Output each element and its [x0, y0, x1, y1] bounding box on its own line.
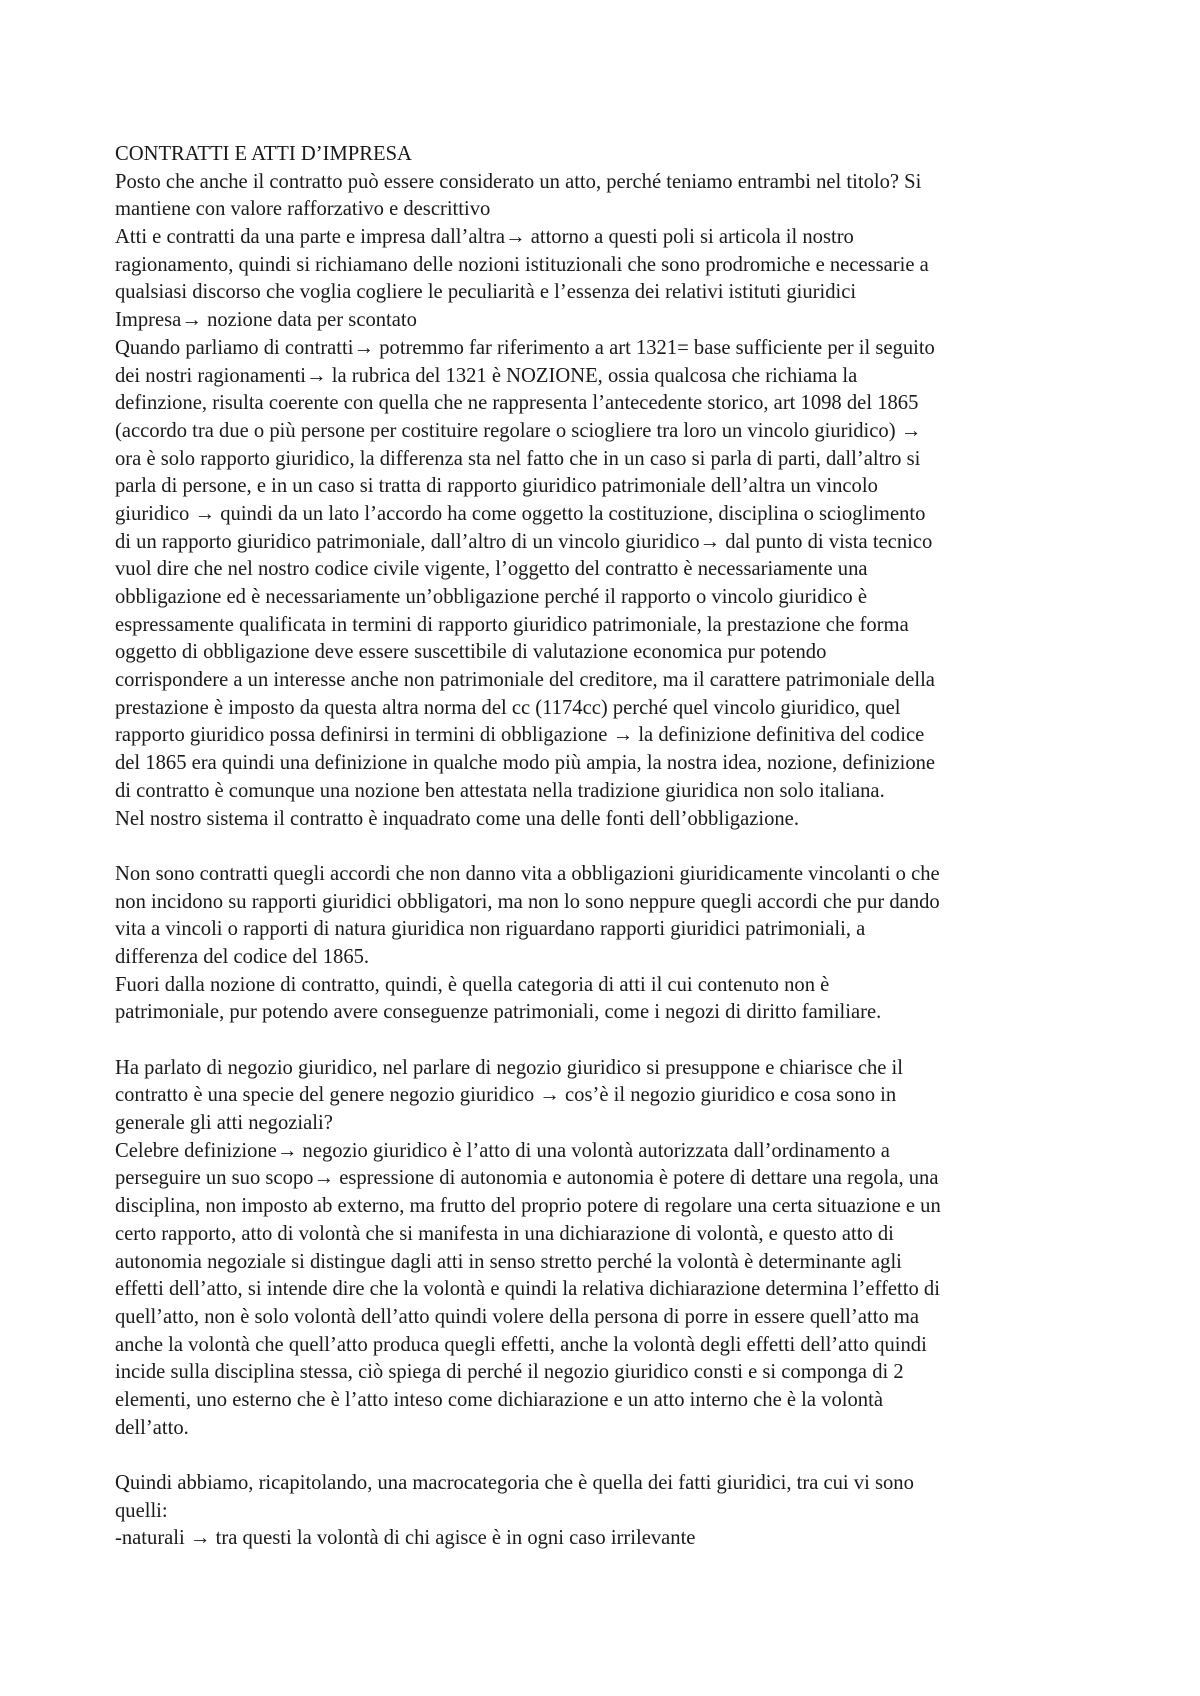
paragraph: [115, 1470, 1095, 1525]
text-line: incide sulla disciplina stessa, ciò spiega di perché il negozio giuridico consti e si componga di 2: [115, 1361, 904, 1384]
text-line: vuol dire che nel nostro codice civile vigente, l’oggetto del contratto è necessariamente una: [115, 558, 868, 581]
text-line: autonomia negoziale si distingue dagli atti in senso stretto perché la volontà è determinante agli: [115, 1250, 902, 1273]
text-line: Celebre definizione→ negozio giuridico è l’atto di una volontà autorizzata dall’ordinamento a: [115, 1139, 890, 1162]
text-line: definzione, risulta coerente con quella che ne rappresenta l’antecedente storico, art 1098 del 1865: [115, 392, 919, 415]
text-line: dell’atto.: [115, 1416, 189, 1439]
text-line: differenza del codice del 1865.: [115, 945, 370, 968]
text-line: (accordo tra due o più persone per costituire regolare o sciogliere tra loro un vincolo giuridico) →: [115, 419, 922, 442]
text-line: parla di persone, e in un caso si tratta di rapporto giuridico patrimoniale dell’altra un vincolo: [115, 475, 878, 498]
text-line: espressamente qualificata in termini di rapporto giuridico patrimoniale, la prestazione che forma: [115, 613, 909, 636]
text-line: disciplina, non imposto ab externo, ma frutto del proprio potere di regolare una certa situazione e un: [115, 1195, 941, 1218]
paragraph: [115, 335, 1095, 806]
document-body: [115, 169, 1095, 1553]
text-line: ragionamento, quindi si richiamano delle nozioni istituzionali che sono prodromiche e necessarie a: [115, 253, 929, 276]
text-line: di un rapporto giuridico patrimoniale, dall’altro di un vincolo giuridico→ dal punto di vista tecnico: [115, 530, 933, 553]
text-line: del 1865 era quindi una definizione in qualche modo più ampia, la nostra idea, nozione, definizione: [115, 752, 936, 775]
text-line: Fuori dalla nozione di contratto, quindi, è quella categoria di atti il cui contenuto non è: [115, 973, 830, 996]
paragraph: [115, 972, 1095, 1027]
text-line: di contratto è comunque una nozione ben attestata nella tradizione giuridica non solo italiana.: [115, 779, 885, 802]
text-line: Posto che anche il contratto può essere considerato un atto, perché teniamo entrambi nel titolo? Si: [115, 170, 922, 193]
blank-line: [115, 1442, 1095, 1470]
paragraph: [115, 1138, 1095, 1443]
text-line: quelli:: [115, 1499, 168, 1522]
text-line: effetti dell’atto, si intende dire che la volontà e quindi la relativa dichiarazione determina l’effetto di: [115, 1278, 940, 1301]
text-line: Atti e contratti da una parte e impresa dall’altra→ attorno a questi poli si articola il nostro: [115, 226, 854, 249]
text-line: generale gli atti negoziali?: [115, 1112, 333, 1135]
paragraph: [115, 806, 1095, 834]
text-line: mantiene con valore rafforzativo e descrittivo: [115, 198, 491, 221]
blank-line: [115, 833, 1095, 861]
text-line: -naturali → tra questi la volontà di chi agisce è in ogni caso irrilevante: [115, 1527, 696, 1550]
text-line: oggetto di obbligazione deve essere suscettibile di valutazione economica pur potendo: [115, 641, 827, 664]
paragraph: [115, 861, 1095, 972]
document-page: [115, 141, 1095, 1553]
text-line: corrispondere a un interesse anche non patrimoniale del creditore, ma il carattere patrimoniale della: [115, 669, 935, 692]
text-line: anche la volontà che quell’atto produca quegli effetti, anche la volontà degli effetti dell’atto quindi: [115, 1333, 927, 1356]
text-line: Quindi abbiamo, ricapitolando, una macrocategoria che è quella dei fatti giuridici, tra cui vi sono: [115, 1472, 914, 1494]
text-line: qualsiasi discorso che voglia cogliere le peculiarità e l’essenza dei relativi istituti giuridici: [115, 281, 857, 304]
text-line: non incidono su rapporti giuridici obbligatori, ma non lo sono neppure quegli accordi che pur dando: [115, 890, 940, 913]
text-line: Quando parliamo di contratti→ potremmo far riferimento a art 1321= base sufficiente per il seguito: [115, 336, 935, 359]
text-line: Ha parlato di negozio giuridico, nel parlare di negozio giuridico si presuppone e chiarisce che il: [115, 1056, 904, 1079]
text-line: certo rapporto, atto di volontà che si manifesta in una dichiarazione di volontà, e questo atto di: [115, 1222, 894, 1245]
text-line: dei nostri ragionamenti→ la rubrica del 1321 è NOZIONE, ossia qualcosa che richiama la: [115, 364, 858, 387]
document-title: CONTRATTI E ATTI D’IMPRESA: [115, 143, 412, 165]
paragraph: [115, 1525, 1095, 1553]
text-line: quell’atto, non è solo volontà dell’atto quindi volere della persona di porre in essere quell’atto ma: [115, 1305, 920, 1328]
text-line: elementi, uno esterno che è l’atto inteso come dichiarazione e un atto interno che è la volontà: [115, 1388, 883, 1411]
paragraph: [115, 1055, 1095, 1138]
text-line: prestazione è imposto da questa altra norma del cc (1174cc) perché quel vincolo giuridico, quel: [115, 696, 901, 719]
text-line: perseguire un suo scopo→ espressione di autonomia e autonomia è potere di dettare una regola, una: [115, 1167, 939, 1190]
text-line: Non sono contratti quegli accordi che non danno vita a obbligazioni giuridicamente vincolanti o che: [115, 862, 940, 885]
text-line: rapporto giuridico possa definirsi in termini di obbligazione → la definizione definitiva del codice: [115, 724, 925, 747]
text-line: ora è solo rapporto giuridico, la differenza sta nel fatto che in un caso si parla di parti, dall’altro si: [115, 447, 921, 470]
paragraph: [115, 224, 1095, 307]
text-line: patrimoniale, pur potendo avere conseguenze patrimoniali, come i negozi di diritto familiare.: [115, 1001, 882, 1024]
blank-line: [115, 1027, 1095, 1055]
text-line: Impresa→ nozione data per scontato: [115, 309, 417, 332]
text-line: obbligazione ed è necessariamente un’obbligazione perché il rapporto o vincolo giuridico è: [115, 586, 867, 608]
text-line: contratto è una specie del genere negozio giuridico → cos’è il negozio giuridico e cosa sono in: [115, 1084, 897, 1107]
paragraph: [115, 307, 1095, 335]
text-line: giuridico → quindi da un lato l’accordo ha come oggetto la costituzione, disciplina o scioglimento: [115, 502, 926, 525]
text-line: Nel nostro sistema il contratto è inquadrato come una delle fonti dell’obbligazione.: [115, 807, 799, 830]
text-line: vita a vincoli o rapporti di natura giuridica non riguardano rapporti giuridici patrimoniali, a: [115, 918, 866, 941]
paragraph: [115, 169, 1095, 224]
